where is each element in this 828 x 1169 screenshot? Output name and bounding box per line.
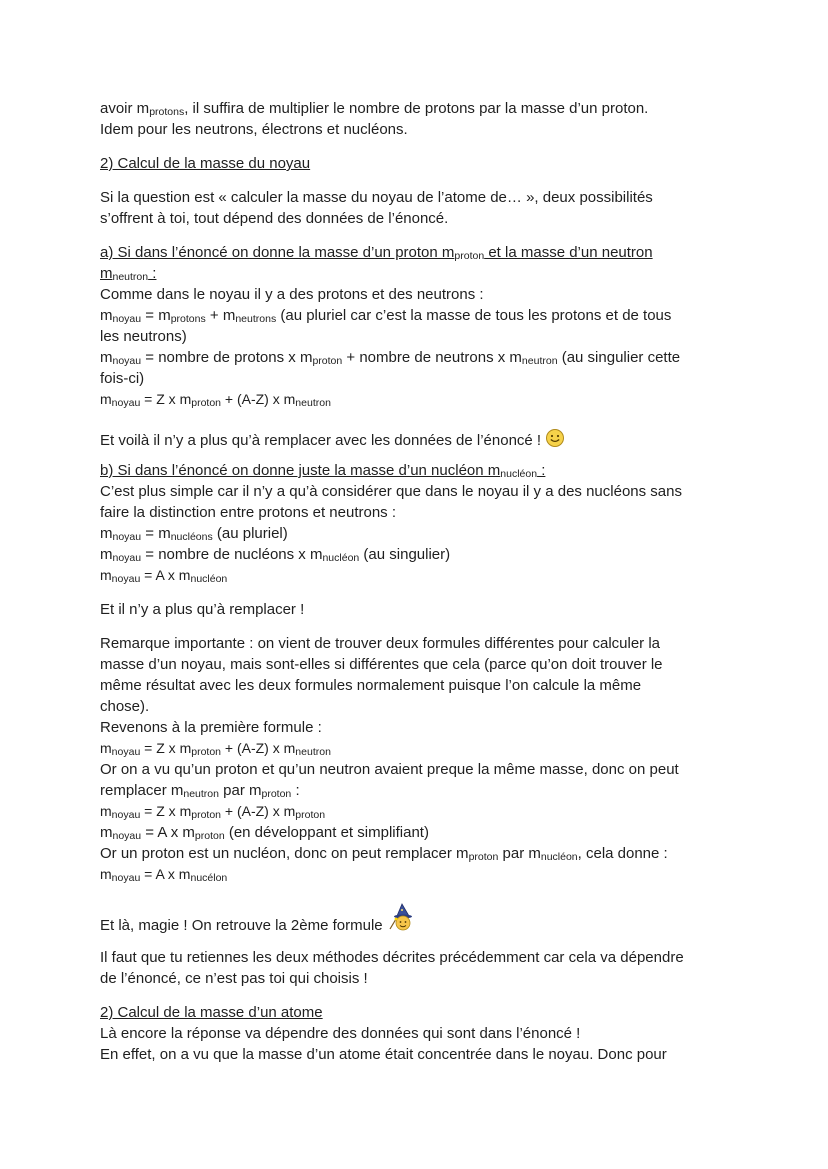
- paragraph-intro: avoir $m_{protons}$, il suffira de multiplier le nombre de protons par la masse d’un proton. Idem pour les neutrons, électrons et nucléons.: [100, 100, 649, 138]
- smiley-icon: [545, 428, 565, 454]
- paragraph-question: Si la question est « calculer la masse du noyau de l’atome de… », deux possibilités s’offrent à toi, tout dépend des données de l’énoncé.: [100, 189, 653, 227]
- heading-case-a: a) Si dans l’énoncé on donne la masse d’un proton $m_{proton}$ et la masse d’un neutron $m_{neutron}$ :: [100, 244, 653, 283]
- section-b-body: C’est plus simple car il n’y a qu’à considérer que dans le noyau il y a des nucléons sans faire la distinction entre protons et neutrons : $m_{noyau} = m_{nucléons}$ (au pluriel) $m_{noyau}$ = nombre de nucléons x $m_{nucléon}$ (au singulier) $m_{noyau} = A$ x $m_{nucléon}$: [100, 483, 682, 585]
- heading-case-b: b) Si dans l’énoncé on donne juste la masse d’un nucléon $m_{nucléon}$ :: [100, 462, 546, 480]
- formula-a1: $m_{noyau} = m_{protons} + m_{neutrons}$: [100, 307, 277, 325]
- formula-b2: $m_{noyau}$ = nombre de nucléons x $m_{nucléon}$ (au singulier): [100, 546, 451, 564]
- formula-a2: $m_{noyau}$ = nombre de protons x $m_{proton}$ + nombre de neutrons x $m_{neutron}$: [100, 349, 558, 367]
- paragraph-voila: Et voilà il n’y a plus qu’à remplacer avec les données de l’énoncé !: [100, 428, 740, 454]
- formula-b3: $m_{noyau} = A$ x $m_{nucléon}$: [100, 567, 228, 585]
- paragraph-retenir: Il faut que tu retiennes les deux méthodes décrites précédemment car cela va dépendre de l’énoncé, ce n’est pas toi qui choisis !: [100, 949, 684, 987]
- formula-a3: $m_{noyau} = Z$ x $m_{proton} + (A-Z)$ x $m_{neutron}$: [100, 391, 331, 409]
- section-a-body: Comme dans le noyau il y a des protons et des neutrons : $m_{noyau} = m_{protons} + m_{neutrons}$ (au pluriel car c’est la masse de tous les protons et de tous les neutrons) $m_{noyau}$ = nombre de protons x $m_{proton}$ + nombre de neutrons x $m_{neutron}$ (au singulier cette fois-ci) $m_{noyau} = Z$ x $m_{proton} + (A-Z)$ x $m_{neutron}$: [100, 286, 681, 409]
- heading-masse-atome: 2) Calcul de la masse d’un atome: [100, 1004, 323, 1021]
- paragraph-atome: Là encore la réponse va dépendre des données qui sont dans l’énoncé ! En effet, on a vu que la masse d’un atome était concentrée dans le noyau. Donc pour: [100, 1025, 667, 1063]
- formula-r4: $m_{noyau} = A$ x $m_{nucélon}$: [100, 866, 228, 884]
- formula-r1: $m_{noyau} = Z$ x $m_{proton} + (A-Z)$ x $m_{neutron}$: [100, 740, 331, 758]
- paragraph-remarque: Remarque importante : on vient de trouver deux formules différentes pour calculer la masse d’un noyau, mais sont-elles si différentes que cela (parce qu’on doit trouver le même résultat avec les deux formules normalement puisque l’on calcule la même chose). Revenons à la première formule : $m_{noyau} = Z$ x $m_{proton} + (A-Z)$ x $m_{neutron}$ Or on a vu qu’un proton et qu’un neutron avaient preque la même masse, donc on peut remplacer $m_{neutron}$ par $m_{proton}$ : $m_{noyau} = Z$ x $m_{proton} + (A-Z)$ x $m_{proton}$ $m_{noyau} = A$ x $m_{proton}$ (en développant et simplifiant) Or un proton est un nucléon, donc on peut remplacer $m_{proton}$ par $m_{nucléon}$, cela donne : $m_{noyau} = A$ x $m_{nucélon}$: [100, 635, 679, 884]
- paragraph-remplacer: Et il n’y a plus qu’à remplacer !: [100, 601, 305, 618]
- formula-b1: $m_{noyau} = m_{nucléons}$ (au pluriel): [100, 525, 288, 543]
- formula-r3: $m_{noyau} = A$ x $m_{proton}$ (en développant et simplifiant): [100, 824, 429, 842]
- heading-masse-noyau: 2) Calcul de la masse du noyau: [100, 155, 311, 172]
- wizard-icon: [387, 901, 419, 939]
- document-content: [100, 98, 740, 1065]
- formula-r2: $m_{noyau} = Z$ x $m_{proton} + (A-Z)$ x $m_{proton}$: [100, 803, 326, 821]
- paragraph-magie: Et là, magie ! On retrouve la 2ème formule: [100, 901, 740, 939]
